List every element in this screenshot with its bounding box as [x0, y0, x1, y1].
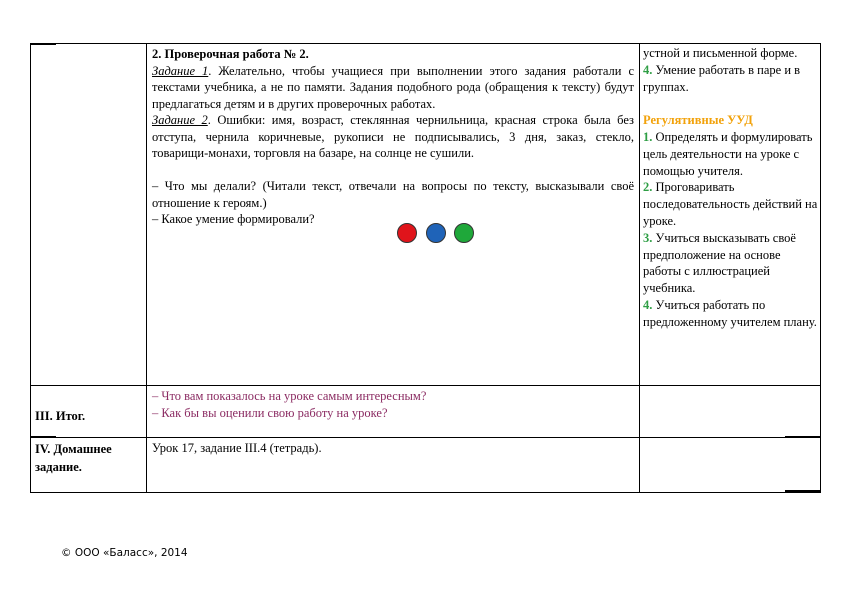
regulatory-uud-title: Регулятивные УУД [643, 113, 753, 128]
corner-mark [31, 43, 56, 45]
blue-dot [426, 223, 446, 243]
row-divider [31, 385, 820, 386]
lesson-table [30, 43, 821, 493]
summary-questions [152, 388, 634, 421]
column-divider [639, 44, 640, 492]
copyright-footer: © ООО «Баласс», 2014 [61, 547, 188, 559]
row-divider [31, 437, 820, 438]
task2-label: Задание 2 [152, 113, 208, 127]
reg-item: 4. Учиться работать по предложенному учителем плану. [643, 297, 817, 329]
question-skill: – Какое умение формировали? [152, 212, 315, 226]
task2-paragraph [152, 112, 634, 162]
reg-item: 2. Проговаривать последовательность действий на уроке. [643, 180, 818, 228]
uud-item-4: 4. Умение работать в паре и в группах. [643, 62, 801, 94]
verification-work-cell [152, 46, 634, 228]
task2-text: . Ошибки: имя, возраст, стеклянная чернильница, красная строка была без отступа, чернила коричневые, рукописи не подписывались, 3 дня, заказ, стекло, товарищи-монахи, торговля на базаре, на солнце не сушили. [152, 113, 634, 160]
stage-summary-label: III. Итог. [35, 409, 86, 423]
task1-paragraph [152, 63, 634, 113]
uud-continuation: устной и письменной форме. [643, 46, 798, 60]
task1-text: . Желательно, чтобы учащиеся при выполнении этого задания работали с текстами учебника, а не по памяти. Задания подобного рода (обращения к тексту) будут предлагаться детям и в других проверочных работах. [152, 63, 634, 111]
homework-content: Урок 17, задание III.4 (тетрадь). [152, 441, 322, 455]
stage-homework-label: IV. Домашнее задание. [35, 442, 112, 474]
green-dot [454, 223, 474, 243]
question-what-did: – Что мы делали? (Читали текст, отвечали на вопросы по тексту, высказывали своё отношение к героям.) [152, 179, 634, 210]
section-heading: 2. Проверочная работа № 2. [152, 47, 309, 61]
reg-item: 1. Определять и формулировать цель деятельности на уроке с помощью учителя. [643, 129, 813, 178]
column-divider [146, 44, 147, 492]
summary-question-2: – Как бы вы оценили свою работу на уроке? [152, 405, 388, 420]
red-dot [397, 223, 417, 243]
reg-item: 3. Учиться высказывать своё предположение на основе работы с иллюстрацией учебника. [643, 230, 796, 296]
corner-mark [31, 436, 56, 438]
corner-mark [785, 490, 820, 492]
summary-question-1: – Что вам показалось на уроке самым интересным? [152, 389, 427, 403]
uud-cell [643, 45, 819, 331]
task1-label: Задание 1 [152, 63, 209, 78]
corner-mark [785, 436, 820, 438]
